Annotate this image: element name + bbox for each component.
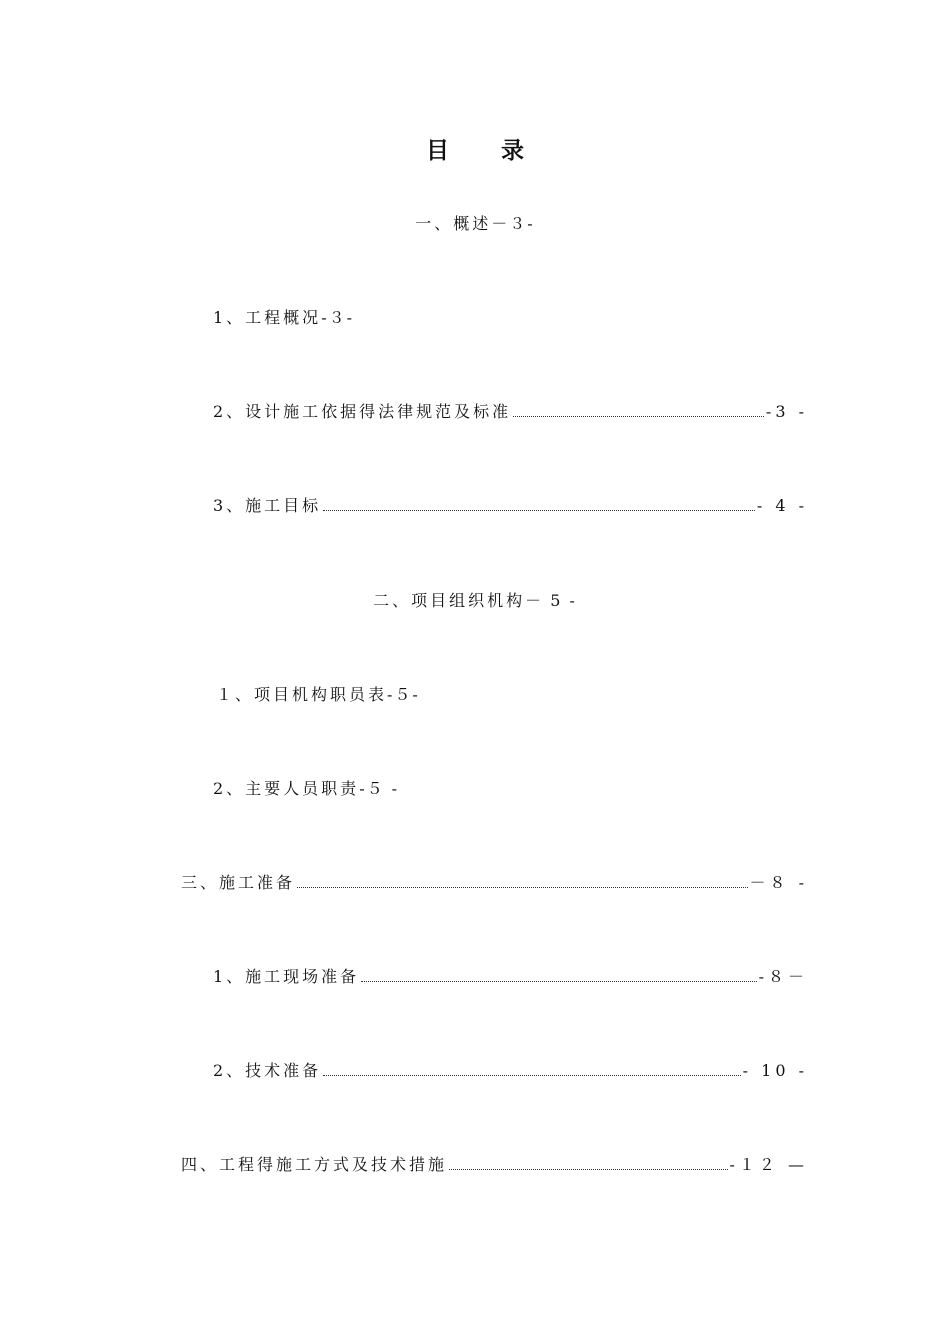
toc-entry-page: -５- — [387, 685, 420, 704]
toc-entry-page: - 4 - — [756, 496, 808, 515]
toc-entry-label: １、项目机构职员表 — [216, 685, 388, 704]
toc-entry-staff-table[interactable] — [216, 684, 420, 706]
toc-entry-label: 三、施工准备 — [181, 873, 296, 892]
toc-entry-page: -１２ — — [729, 1155, 808, 1174]
toc-entry-construction-goals[interactable] — [213, 495, 808, 517]
toc-entry-site-preparation[interactable] — [213, 966, 808, 988]
toc-leader-dots — [513, 415, 764, 417]
toc-entry-page: －８ - — [749, 873, 808, 892]
toc-entry-page: -3 - — [765, 402, 808, 421]
toc-entry-label: 2、技术准备 — [213, 1061, 322, 1080]
toc-leader-dots — [323, 509, 755, 511]
page-title: 目 录 — [425, 137, 546, 164]
toc-entry-label: 二、项目组织机构 — [373, 591, 526, 610]
toc-leader-dots — [323, 1074, 740, 1076]
toc-entry-label: 3、施工目标 — [213, 496, 322, 515]
toc-entry-overview[interactable] — [0, 213, 950, 235]
toc-entry-project-overview[interactable] — [213, 307, 354, 329]
toc-entry-label: 2、设计施工依据得法律规范及标准 — [213, 402, 512, 421]
toc-entry-project-organization[interactable] — [0, 590, 950, 612]
toc-entry-page: － 5 - — [525, 591, 577, 610]
toc-entry-label: 2、主要人员职责 — [213, 779, 360, 798]
toc-entry-key-responsibilities[interactable] — [213, 778, 399, 800]
toc-entry-page: －３- — [491, 214, 535, 233]
toc-entry-construction-preparation[interactable] — [181, 872, 808, 894]
toc-entry-label: 1、工程概况 — [213, 308, 322, 327]
toc-entry-page: -５ - — [359, 779, 400, 798]
toc-entry-technical-preparation[interactable] — [213, 1060, 808, 1082]
toc-entry-page: -８－ — [758, 967, 808, 986]
toc-entry-label: 1、施工现场准备 — [213, 967, 360, 986]
toc-entry-construction-methods[interactable] — [181, 1154, 808, 1176]
toc-leader-dots — [449, 1168, 727, 1170]
toc-entry-page: - 10 - — [742, 1061, 808, 1080]
toc-leader-dots — [361, 980, 756, 982]
toc-leader-dots — [297, 886, 747, 888]
toc-entry-label: 四、工程得施工方式及技术措施 — [181, 1155, 448, 1174]
toc-entry-label: 一、概述 — [415, 214, 492, 233]
toc-entry-page: -３- — [321, 308, 355, 327]
toc-entry-design-basis[interactable] — [213, 401, 808, 423]
